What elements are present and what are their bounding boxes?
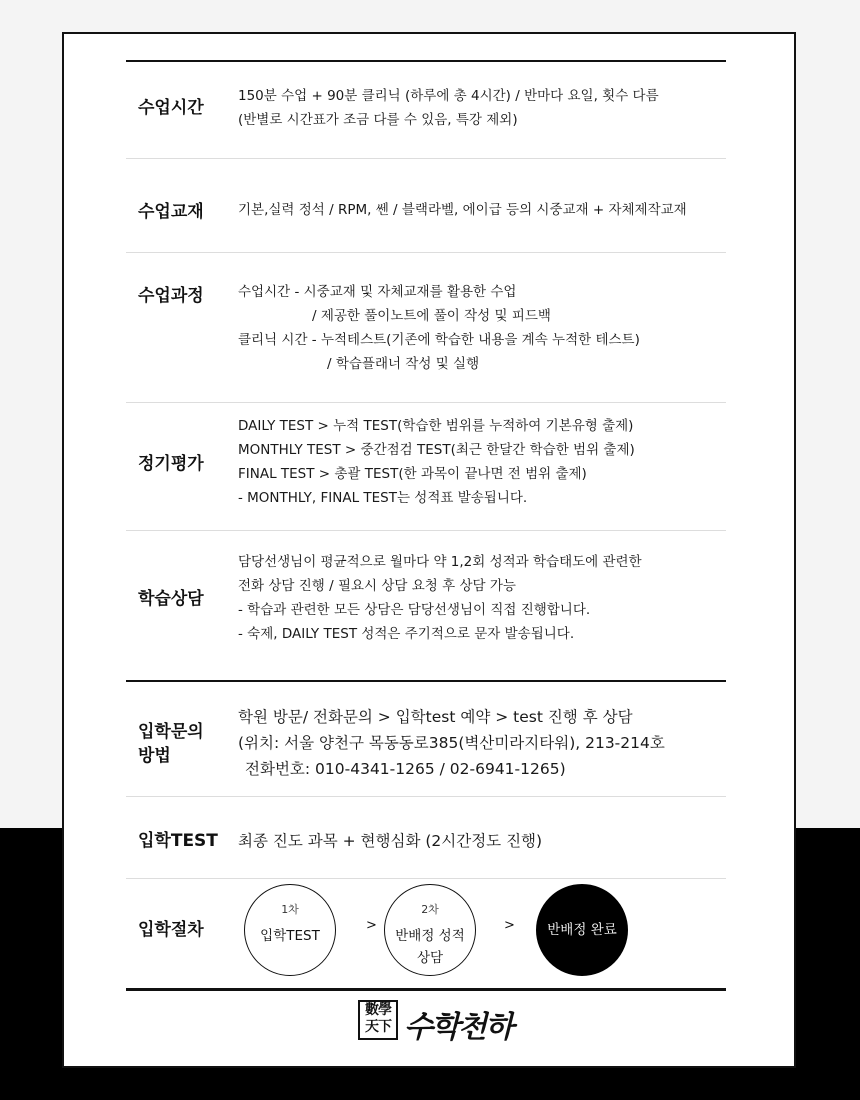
section-text-class-time: 150분 수업 + 90분 클리닉 (하루에 총 4시간) / 반마다 요일, 횟수 다름 (반별로 시간표가 조금 다를 수 있음, 특강 제외) — [238, 88, 659, 128]
section-text-course: 수업시간 - 시중교재 및 자체교재를 활용한 수업 / 제공한 풀이노트에 풀이 작성 및 피드백 클리닉 시간 - 누적테스트(기존에 학습한 내용을 계속 누적한 테스트) / 학습플래너 작성 및 실행 — [238, 284, 640, 372]
section-label-textbooks: 수업교재 — [138, 202, 204, 222]
divider — [126, 530, 726, 531]
step-circle-1 — [244, 884, 336, 976]
logo-wordmark: 수학천하 — [404, 1010, 512, 1045]
bottom-rule — [126, 988, 726, 991]
divider — [126, 252, 726, 253]
step-label: 입학TEST — [260, 928, 320, 944]
section-text-inquiry: 학원 방문/ 전화문의 > 입학test 예약 > test 진행 후 상담 (위치: 서울 양천구 목동동로385(벽산미라지타워), 213-214호 전화번호: 010-4341-1265 / 02-6941-1265) — [238, 708, 665, 778]
step-circle-2 — [384, 884, 476, 976]
step-number: 1차 — [281, 903, 299, 916]
divider — [126, 878, 726, 879]
info-card — [62, 32, 796, 1068]
section-label-evaluation: 정기평가 — [138, 454, 204, 474]
step-number: 2차 — [421, 903, 439, 916]
section-label-class-time: 수업시간 — [138, 98, 204, 118]
step-arrow: > — [366, 918, 377, 933]
section-text-textbooks: 기본,실력 정석 / RPM, 쎈 / 블랙라벨, 에이급 등의 시중교재 + 자체제작교재 — [238, 202, 687, 218]
middle-rule — [126, 680, 726, 682]
section-text-evaluation: DAILY TEST > 누적 TEST(학습한 범위를 누적하여 기본유형 출제) MONTHLY TEST > 중간점검 TEST(최근 한달간 학습한 범위 출제) FINAL TEST > 총괄 TEST(한 과목이 끝나면 전 범위 출제) - MONTHLY, FINAL TEST는 성적표 발송됩니다. — [238, 418, 635, 506]
step-label: 반배정 완료 — [547, 922, 617, 938]
divider — [126, 796, 726, 797]
step-label: 반배정 성적 — [395, 928, 465, 944]
step-label: 상담 — [416, 950, 444, 966]
section-text-entrance-test: 최종 진도 과목 + 현행심화 (2시간정도 진행) — [238, 832, 543, 850]
section-label-course: 수업과정 — [138, 286, 204, 306]
section-text-counseling: 담당선생님이 평균적으로 월마다 약 1,2회 성적과 학습태도에 관련한 전화 상담 진행 / 필요시 상담 요청 후 상담 가능 - 학습과 관련한 모든 상담은 담당선생님이 직접 진행합니다. - 숙제, DAILY TEST 성적은 주기적으로 문자 발송됩니다. — [238, 554, 642, 642]
top-rule — [126, 60, 726, 62]
section-label-counseling: 학습상담 — [138, 589, 204, 609]
section-label-admission-steps: 입학절차 — [138, 920, 204, 940]
divider — [126, 158, 726, 159]
step-circle-3 — [536, 884, 628, 976]
section-label-entrance-test: 입학TEST — [138, 831, 218, 851]
section-label-inquiry: 입학문의 방법 — [138, 722, 204, 766]
logo-seal-icon: 數學 天下 — [358, 1000, 398, 1040]
step-arrow: > — [504, 918, 515, 933]
divider — [126, 402, 726, 403]
